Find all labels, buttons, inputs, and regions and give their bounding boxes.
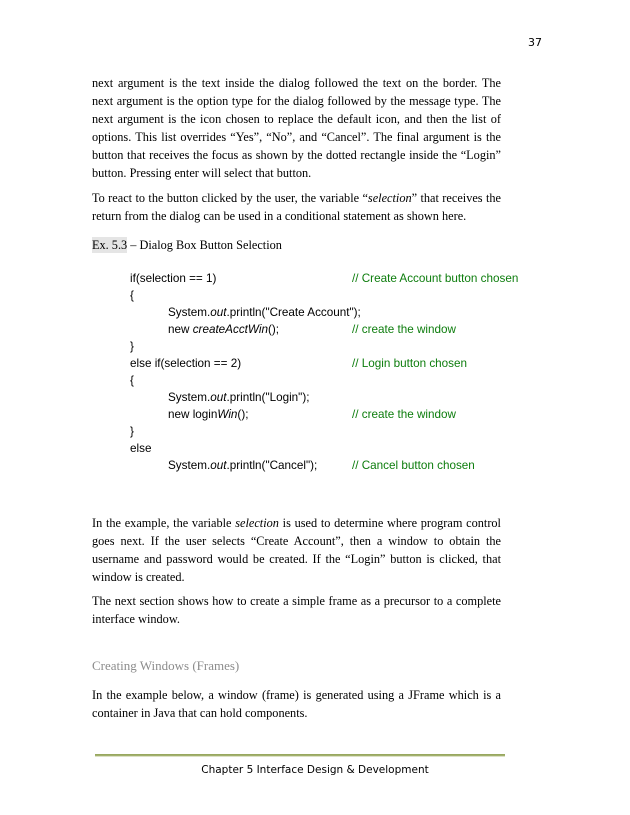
code-line: else (130, 442, 152, 455)
code-line (168, 321, 279, 338)
text-run: is used to determine where program control goes next. If the user selects “Create Account”, then a window to obtain the username and password would be created. If the “Login” button is clicked, that window is created. (92, 516, 501, 584)
code-line: if(selection == 1) (130, 272, 217, 285)
variable-name-italic: selection (235, 516, 279, 530)
footer-chapter-title: Chapter 5 Interface Design & Development (201, 764, 429, 776)
code-comment: // Cancel button chosen (352, 459, 475, 472)
code-token-italic: Win (217, 408, 238, 421)
code-line: } (130, 425, 134, 438)
text-run: In the example, the variable (92, 516, 236, 530)
code-comment: // create the window (352, 408, 456, 421)
code-line (168, 304, 361, 321)
text-run: To react to the button clicked by the user, the variable “ (92, 191, 368, 205)
code-token: (); (237, 408, 249, 421)
variable-name-italic: selection (367, 191, 412, 205)
code-token-italic: out (210, 306, 227, 319)
code-line (168, 457, 317, 474)
code-token: .println("Create Account"); (226, 306, 361, 319)
code-line (168, 406, 248, 423)
example-title: – Dialog Box Button Selection (127, 238, 282, 252)
body-paragraph-jframe: In the example below, a window (frame) is generated using a JFrame which is a container in Java that can hold components. (92, 688, 501, 720)
footer-divider (95, 754, 505, 757)
text-run: ” that receives the return from the dialog can be used in a conditional statement as shown here. (92, 191, 501, 223)
body-paragraph-react-to-button (92, 189, 501, 225)
code-token-italic: out (210, 391, 227, 404)
code-line: { (130, 289, 134, 302)
body-paragraph-dialog-arguments: next argument is the text inside the dialog followed the text on the border. The next argument is the option type for the dialog followed by the message type. The next argument is the icon chosen to replace the default icon, and then the list of options. This list overrides “Yes”, “No”, and “Cancel”. The final argument is the button that receives the focus as shown by the dotted rectangle inside the “Login” button. Pressing enter will select that button. (92, 76, 501, 180)
code-comment: // Login button chosen (352, 357, 468, 370)
example-caption (92, 236, 282, 254)
code-example (130, 270, 530, 482)
body-paragraph-next-section: The next section shows how to create a simple frame as a precursor to a complete interface window. (92, 594, 501, 626)
code-line: } (130, 340, 134, 353)
code-comment: // create the window (352, 323, 456, 336)
code-token: .println("Cancel"); (226, 459, 318, 472)
body-paragraph-example-explanation (92, 514, 501, 586)
code-token: System. (168, 306, 211, 319)
section-heading: Creating Windows (Frames) (92, 658, 240, 673)
code-line: else if(selection == 2) (130, 357, 242, 370)
code-token-italic: out (210, 459, 227, 472)
code-line (168, 389, 309, 406)
code-token: new login (168, 408, 218, 421)
code-token-italic: createAcctWin (192, 323, 268, 336)
code-token: .println("Login"); (226, 391, 310, 404)
code-token: (); (267, 323, 279, 336)
code-token: System. (168, 391, 211, 404)
code-line: { (130, 374, 134, 387)
page-number: 37 (528, 36, 542, 49)
code-comment: // Create Account button chosen (352, 272, 519, 285)
example-label: Ex. 5.3 (92, 238, 128, 252)
code-token: System. (168, 459, 211, 472)
code-token: new (168, 323, 193, 336)
